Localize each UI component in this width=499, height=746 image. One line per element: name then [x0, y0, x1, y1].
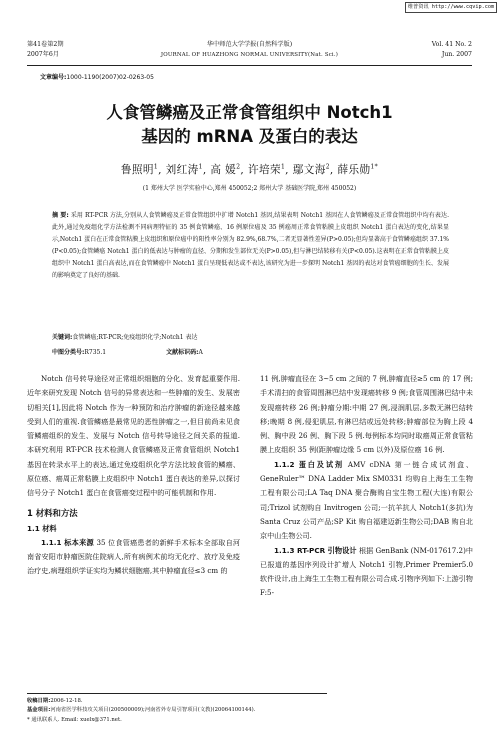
- watermark-stamp: 维普资讯 http://www.cqvip.com: [405, 2, 497, 13]
- clc-label: 中图分类号:: [52, 349, 85, 356]
- author-name: 鄢文海: [292, 164, 326, 176]
- author-affil-mark: 2: [325, 163, 330, 171]
- author-affil-mark: 1: [153, 163, 159, 171]
- abstract: [52, 210, 449, 281]
- abstract-text: 采用 RT-PCR 方法,分别从人食管鳞癌及正常食管组织中扩增 Notch1 基因,结果表明 Notch1 基因在人食管鳞癌及正常食管组织中均有表达.此外,通过免疫组化学方法检测不同病理特征的 35 例食管鳞癌、16 例原位癌及 35 例癌周正常食管粘膜上皮组织 Notch1 蛋白表达的变化,结果显示,Notch1 蛋白在正常食管粘膜上皮组织和原位癌中的阳性率分别为 82.9%,68.7%,二者无显著性差异(P>0.05);但均显著高于食管鳞癌组织 37.1%(P<0.05);食管鳞癌 Notch1 蛋白的低表达与肿瘤的直径、分期和发生部位无关(P>0.05),但与淋巴结转移有关(P<0.05).这表明在正常食管粘膜上皮组织中 Notch1 蛋白高表达,而在食管鳞癌中 Notch1 蛋白呈现低表达或不表达,该研究为进一步探明 Notch1 基因的表达对食管癌细胞的生长、发展的影响奠定了良好的基础.: [52, 212, 449, 279]
- journal-name-cn: 华中师范大学学报(自然科学版): [206, 41, 293, 48]
- journal-header: [27, 40, 472, 66]
- footnote: [27, 693, 327, 725]
- section-heading: 1 材料和方法: [27, 507, 78, 518]
- subsubsection-heading: 1.1.3 RT-PCR 引物设计: [274, 545, 357, 555]
- title-line-1: 人食管鳞癌及正常食管组织中 Notch1: [106, 103, 393, 122]
- journal-name-en: JOURNAL OF HUAZHONG NORMAL UNIVERSITY(Nat. Sci.): [160, 52, 339, 58]
- keywords-label: 关键词:: [52, 334, 73, 341]
- received-date: [27, 697, 327, 706]
- doc-code-label: 文献标识码:: [166, 349, 199, 356]
- clc-value: R735.1: [84, 349, 107, 356]
- received-value: 2006-12-18.: [50, 698, 83, 704]
- volume-issue-line: 第41卷第2期: [27, 41, 64, 48]
- author-affil-mark: 2: [236, 163, 241, 171]
- body-column-left: [27, 372, 240, 579]
- author-name: 许培荣: [247, 164, 281, 176]
- author-affil-mark: 1: [198, 163, 203, 171]
- body-paragraph: 35 位食管癌患者的新鲜手术标本全部取自河南省安阳市肿瘤医院住院病人,所有病例术前均无化疗、放疗及免疫治疗史,病理组织学证实均为鳞状细胞癌,其中肿瘤直径≤3 cm 的: [27, 537, 241, 576]
- date-line: 2007年6月: [27, 51, 60, 58]
- subsection-heading: 1.1 材料: [27, 523, 57, 533]
- journal-name: [27, 40, 472, 60]
- title-line-2: 基因的 mRNA 及蛋白的表达: [141, 127, 358, 146]
- received-label: 收稿日期:: [27, 698, 51, 704]
- author-name: 高 媛: [210, 164, 237, 176]
- funding-value: 河南省医学科技攻关项目(200500009);河南省外专局引智项目(文教)(20064100144).: [50, 707, 256, 714]
- author-affil-mark: 1*: [370, 163, 379, 171]
- volume-issue-en-line: Vol. 41 No. 2: [431, 41, 472, 48]
- body-paragraph: 根据 GenBank (NM-017617.2)中已报道的基因序列设计扩增人 Notch1 引物,Primer Premier5.0 软件设计,由上海生工生物工程有限公司合成.引物序列如下:上游引物 F:5-: [260, 545, 473, 598]
- keywords: [52, 332, 449, 341]
- affiliations: (1 郑州大学 医学实验中心,郑州 450052;2 郑州大学 基础医学院,郑州 450052): [142, 185, 357, 192]
- article-number-label: 文章编号:: [40, 74, 67, 81]
- subsubsection-heading: 1.1.2 蛋白及试剂: [274, 459, 344, 469]
- corresponding-author: * 通讯联系人. Email: xuelx@371.net.: [27, 716, 122, 723]
- funding-label: 基金项目:: [27, 707, 51, 714]
- classification: [52, 347, 449, 356]
- author-list: 鲁照明$^1$, 刘红涛$^1$, 高 媛$^2$, 许培荣$^1$, 鄢文海$^2$, 薛乐勋$^{1*}$: [120, 163, 379, 176]
- intro-paragraph: Notch 信号转导途径对正常组织细胞的分化、发育起重要作用.近年来研究发现 Notch 信号的异常表达和一些肿瘤的发生、发展密切相关[1],因此将 Notch 作为一种预防和治疗肿瘤的新途径越来越受到人们的重视.食管鳞癌是最常见的恶性肿瘤之一,但目前尚未见食管鳞癌组织的发生、发展与 Notch 信号转导途径之间关系的报道.本研究利用 RT-PCR 技术检测人食管鳞癌及正常食管组织 Notch1 基因在转录水平上的表达,通过免疫组织化学方法比较食管的鳞癌、原位癌、癌周正常粘膜上皮组织中 Notch1 蛋白表达的差异,以探讨信号分子 Notch1 蛋白在食管癌变过程中的可能机制和作用.: [27, 374, 240, 498]
- date-en-line: Jun. 2007: [441, 51, 472, 58]
- article-number-value: 1000-1190(2007)02-0263-05: [66, 74, 154, 81]
- volume-issue-en: [432, 40, 472, 60]
- author-name: 刘红涛: [165, 164, 199, 176]
- paper-title: [0, 101, 499, 149]
- doc-code-value: A: [198, 349, 203, 356]
- author-affil-mark: 1: [280, 163, 286, 171]
- body-paragraph: AMV cDNA 第一链合成试剂盒、GeneRuler™ DNA Ladder Mix SM0331 均购自上海生工生物工程有限公司;LA Taq DNA 聚合酶购自宝生物工程(大连)有限公司;Trizol 试剂购自 Invitrogen 公司;一抗羊抗人 Notch1(多抗)为 Santa Cruz 公司产品;SP Kit 购自福建迈新生物公司;DAB 购自北京中山生物公司.: [260, 459, 473, 541]
- funding: [27, 706, 327, 715]
- author-name: 薛乐勋: [337, 164, 371, 176]
- subsubsection-heading: 1.1.1 标本来源: [41, 537, 94, 547]
- abstract-label: 摘 要:: [52, 212, 69, 219]
- body-column-right: [260, 372, 473, 601]
- keywords-text: 食管鳞癌;RT-PCR;免疫组织化学;Notch1 表达: [72, 334, 198, 341]
- author-name: 鲁照明: [120, 164, 154, 176]
- article-number: [40, 72, 154, 81]
- body-paragraph: 11 例,肿瘤直径在 3~5 cm 之间的 7 例,肿瘤直径≥5 cm 的 17 例;手术清扫的食管周围淋巴结中发现癌转移 9 例;食管周围淋巴结中未发现癌转移 26 例;肿瘤分期:中期 27 例,浸润肌层,多数无淋巴结转移;晚期 8 例,侵犯肌层,有淋巴结或远处转移;肿瘤部位为胸上段 4 例、胸中段 26 例、胸下段 5 例.每例标本均同时取癌周正常食管粘膜上皮组织 35 例(距肿瘤边缘 5 cm 以外)及原位癌 16 例.: [260, 374, 473, 455]
